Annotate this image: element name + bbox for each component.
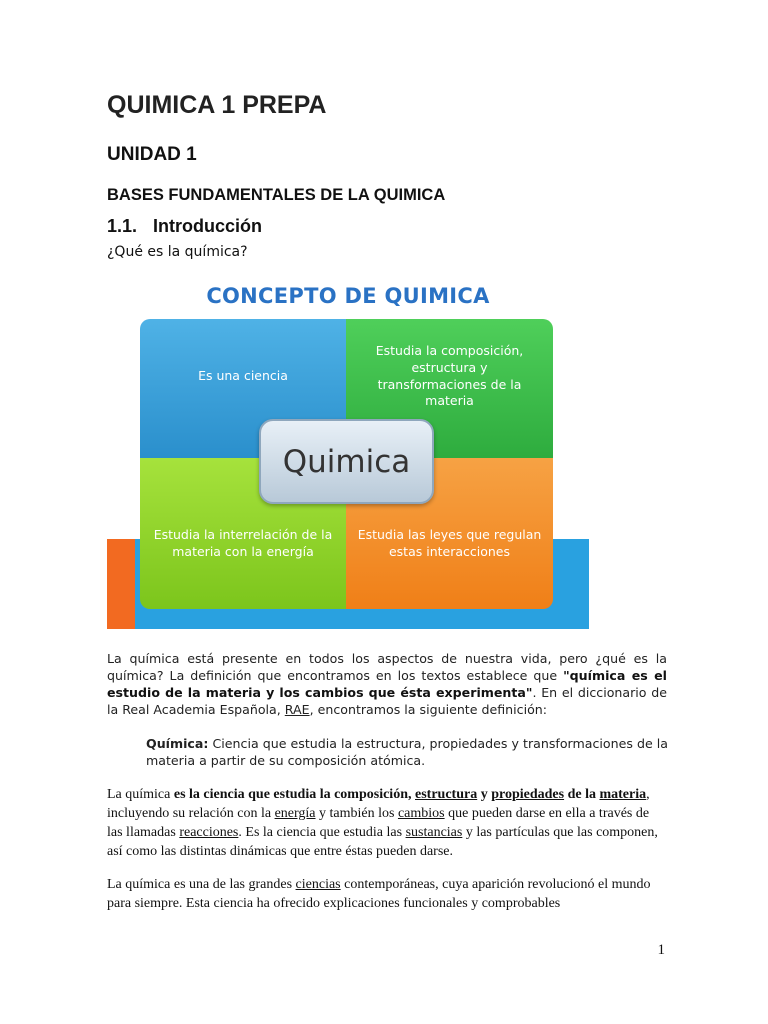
bold-text: de la [564,787,600,802]
intro-text: La química está presente en todos los aspectos de nuestra vida, pero ¿qué es la química? La definición que encontramos en los textos establece que [107,651,667,683]
diagram-orange-accent [107,539,135,629]
text: y también los [315,806,398,821]
link-estructura[interactable]: estructura [415,787,478,802]
question-heading: ¿Qué es la química? [107,244,248,260]
link-energia[interactable]: energía [274,806,316,821]
diagram-title: CONCEPTO DE QUIMICA [206,284,490,308]
document-title: QUIMICA 1 PREPA [107,91,327,119]
rae-definition [146,735,668,769]
rae-link[interactable]: RAE [284,702,310,717]
link-ciencias[interactable]: ciencias [295,877,341,892]
link-cambios[interactable]: cambios [397,806,445,821]
subsection-number: 1.1. [107,216,138,236]
text: que pueden darse en ella a través de las llamadas [107,806,650,840]
page-number: 1 [657,942,665,958]
text: La química [107,787,174,802]
bold-text: es la ciencia que estudia la composición, [173,787,415,802]
text: . Es la ciencia que estudia las [238,825,406,840]
subsection-title: Introducción [153,216,262,236]
bold-text: y [477,787,492,802]
chemistry-paragraph [107,785,667,861]
link-propiedades[interactable]: propiedades [491,787,565,802]
intro-paragraph [107,650,667,718]
concept-diagram [107,284,589,630]
center-label: Quimica [259,419,434,504]
quadrant-bottom-right-text: Estudia las leyes que regulan estas interacciones [357,526,542,559]
intro-text-2: . En el diccionario de la Real Academia Española, [107,685,667,717]
quadrant-bottom-left-text: Estudia la interrelación de la materia con la energía [153,526,333,559]
unit-heading: UNIDAD 1 [107,144,197,165]
text: La química es una de las grandes [107,877,296,892]
subsection-heading [107,216,262,237]
text: y las partículas que las componen, así como las distintas dinámicas que entre éstas pueden darse. [107,825,658,859]
link-sustancias[interactable]: sustancias [405,825,463,840]
intro-text-3: , encontramos la siguiente definición: [309,702,547,717]
science-paragraph [107,875,667,913]
section-heading: BASES FUNDAMENTALES DE LA QUIMICA [107,186,446,204]
definition-term: Química: [146,736,209,751]
quadrant-top-right-text: Estudia la composición, estructura y transformaciones de la materia [375,342,524,409]
quadrant-top-left-text: Es una ciencia [198,368,288,384]
definition-text: Ciencia que estudia la estructura, propiedades y transformaciones de la materia a partir de su composición atómica. [146,736,668,768]
text: contemporáneas, cuya aparición revolucionó el mundo para siempre. Esta ciencia ha ofrecido explicaciones funcionales y comprobables [107,877,651,911]
link-reacciones[interactable]: reacciones [179,825,239,840]
text: , incluyendo su relación con la [107,787,650,821]
link-materia[interactable]: materia [599,787,647,802]
definition-bold: "química es el estudio de la materia y los cambios que ésta experimenta" [107,668,667,700]
